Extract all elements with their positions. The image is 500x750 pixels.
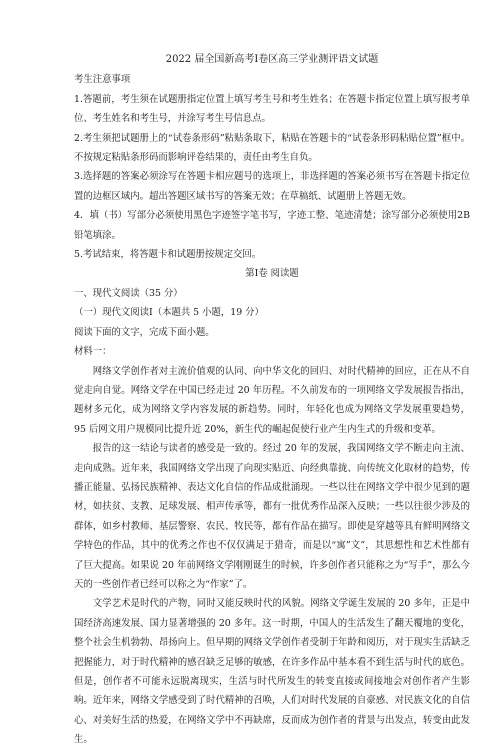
notice-item: 5.考试结束，将答题卡和试题册按规定交回。 [74,249,262,261]
notice-item: 3.选择题的答案必须涂写在答题卡相应题号的选项上，非选择题的答案必须书写在答题卡指定位置的边框区域内。超出答题区域书写的答案无效；在草稿纸、试题册上答题无效。 [74,171,470,202]
body-paragraph: 文学艺术是时代的产物，同时又能反映时代的风貌。网络文学诞生发展的 20 多年，正是中国经济高速发展、国力显著增强的 20 多年。这一时期，中国人的生活发生了翻天覆地的变化，整个社会生机勃勃、昂扬向上。但早期的网络文学创作者受制于年龄和阅历，对于现实生活缺乏把握能力，对于时代精神的感召缺乏足够的敏感，在许多作品中基本看不到生活与时代的底色。但是，创作者不可能永远脱离现实，生活与时代所发生的转变直接或间接地会对创作者产生影响。近年来，网络文学感受到了时代精神的召唤，人们对时代发展的自豪感、对民族文化的自信心、对美好生活的热爱，在网络文学中不再缺席，反而成为创作者的背景与出发点，转变由此发生。 [74,598,470,746]
material-label: 材料一： [74,346,112,358]
notice-item: 4．填（书）写部分必须使用黑色字迹签字笔书写，字迹工整、笔迹清楚；涂写部分必须使用2B 铅笔填涂。 [74,210,470,241]
instruction: 阅读下面的文字，完成下面小题。 [74,326,215,338]
notice-heading: 考生注意事项 [74,74,131,86]
exam-title: 2022 届全国新高考Ⅰ卷区高三学业测评语文试题 [165,54,379,65]
sub-heading: （一）现代文阅读Ⅰ（本题共 5 小题，19 分） [74,307,264,319]
notice-item: 1.答题前，考生须在试题册指定位置上填写考生号和考生姓名；在答题卡指定位置上填写报考单位、考生姓名和考生号，并涂写考生号信息点。 [74,93,470,125]
body-paragraph: 网络文学创作者对主流价值观的认同、向中华文化的回归、对时代精神的回应，正在从不自觉走向自觉。网络文学在中国已经走过 20 年历程。不久前发布的一项网络文学发展报告指出，题材多元化，成为网络文学内容发展的新趋势。同时，年轻化也成为网络文学发展重要趋势，95 后网文用户规模同比提升近 20%，新生代的崛起促使行业产生内生式的升级和变革。 [74,365,470,435]
section-title: 第Ⅰ卷 阅读题 [245,268,299,280]
part-heading: 一、现代文阅读（35 分） [74,287,183,299]
body-paragraph: 报告的这一结论与读者的感受是一致的。经过 20 年的发展，我国网络文学不断走向主流、走向成熟。近年来，我国网络文学出现了向现实贴近、向经典靠拢、向传统文化取材的趋势，传播正能量、弘扬民族精神、表达文化自信的作品成批涌现。一些以往在网络文学中很少见到的题材，如扶贫、支教、足球发展、相声传承等，都有一批优秀作品深入反映；一些以往很少涉及的群体，如乡村教师、基层警察、农民、牧民等，都有作品在描写。即使是穿越等具有鲜明网络文学特色的作品，其中的优秀之作也不仅仅满足于猎奇，而是以“寓”文”，其思想性和艺术性都有了巨大提高。如果说 20 年前网络文学刚刚诞生的时候，许多创作者只能称之为“写手”，那么今天的一些创作者已经可以称之为“作家”了。 [74,443,470,590]
notice-item: 2.考生须把试题册上的“试卷条形码”粘贴条取下，粘贴在答题卡的“试卷条形码粘贴位置”框中。不按规定粘贴条形码而影响评卷结果的，责任由考生自负。 [74,132,470,164]
